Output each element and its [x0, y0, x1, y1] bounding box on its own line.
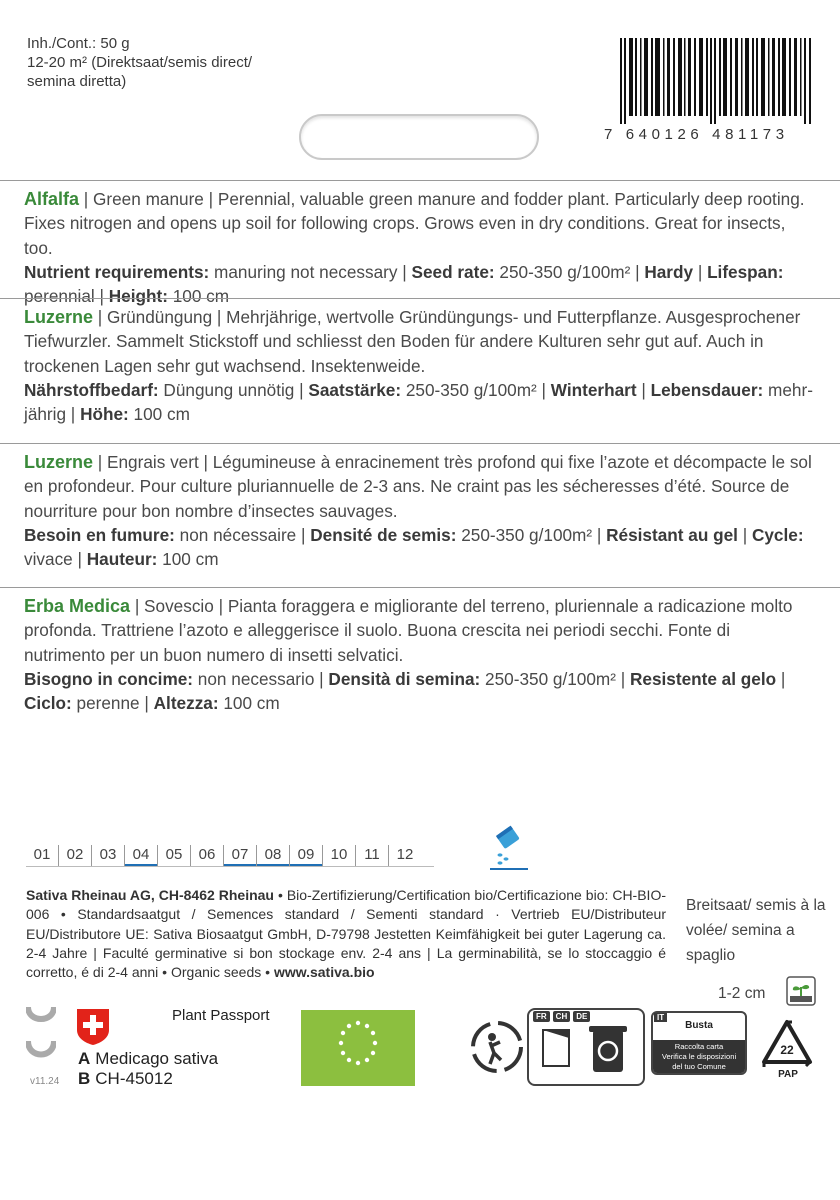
- calendar-month-09: 09: [289, 845, 322, 867]
- crop-name: Luzerne: [24, 452, 94, 472]
- eu-organic-logo: [301, 1010, 415, 1086]
- country-tab-de: DE: [573, 1011, 590, 1022]
- crop-name: Alfalfa: [24, 189, 80, 209]
- calendar-month-01: 01: [33, 846, 51, 863]
- company-website[interactable]: www.sativa.bio: [273, 964, 375, 981]
- sowing-method: Breitsaat/ semis à la volée/ semina a spaglio: [686, 897, 826, 964]
- company-name: Sativa Rheinau AG, CH-8462 Rheinau: [26, 887, 274, 903]
- content-area-cont: semina diretta): [27, 73, 127, 90]
- seedling-depth-icon: [786, 976, 816, 1006]
- crop-name: Luzerne: [24, 307, 94, 327]
- version-label: v11.24: [30, 1076, 60, 1087]
- it-line-1: Raccolta carta: [674, 1042, 724, 1051]
- section-italian: [0, 587, 840, 727]
- content-area: 12-20 m² (Direktsaat/semis direct/: [27, 54, 253, 71]
- section-text: Erba Medica | Sovescio | Pianta foraggera e migliorante del terreno, pluriennale a radicazione molto profonda. Trattriene l’azoto e alleggerisce il suolo. Buona crescita nei periodi secchi. Fonte di nutrimento per un buon numero di insetti selvatici.: [24, 596, 793, 665]
- crop-name: Erba Medica: [24, 596, 131, 616]
- calendar-month-02: 02: [58, 845, 91, 867]
- it-tag: IT: [654, 1013, 667, 1022]
- passport-logo-icon: [26, 1003, 56, 1069]
- it-line-2: Verifica le disposizioni: [661, 1052, 737, 1061]
- calendar-month-04: 04: [124, 845, 157, 867]
- sowing-calendar: [26, 845, 421, 867]
- swiss-flag-icon: [76, 1008, 110, 1046]
- calendar-month-11: 11: [355, 845, 388, 867]
- passport-line-b: B CH-45012: [78, 1069, 173, 1088]
- passport-line-a: A Medicago sativa: [78, 1049, 219, 1068]
- section-german: [0, 298, 840, 438]
- plant-passport-title: Plant Passport: [172, 1007, 270, 1024]
- section-specs: Nährstoffbedarf: Düngung unnötig | Saatstärke: 250-350 g/100m² | Winterhart | Lebensdauer: mehr-jährig | Höhe: 100 cm: [24, 379, 813, 425]
- section-text: Luzerne | Gründüngung | Mehrjährige, wertvolle Gründüngungs- und Futterpflanze. Ausgesprochener Tiefwurzler. Sammelt Stickstoff und schliesst den Boden für andere Kulturen sehr gut auf. Auch in trockenen Lagen sehr gut wachsend. Insektenweide.: [24, 307, 801, 376]
- section-text: Luzerne | Engrais vert | Légumineuse à enracinement très profond qui fixe l’azote et décompacte le sol en profondeur. Pour culture pluriannuelle de 2-3 ans. Ne craint pas les sécheresses d’été. Source de nourriture pour bon nombre d’insectes sauvages.: [24, 452, 812, 521]
- eu-leaf-icon: [301, 1010, 415, 1086]
- company-info: [26, 886, 666, 982]
- company-details: • Bio-Zertifizierung/Certification bio/Certificazione bio: CH-BIO-006 • Standardsaatgut / Semences standard / Sementi standard · Vertrieb EU/Distributeur EU/Distributore UE: Sativa Biosaatgut GmbH, D-79798 Jestetten Keimfähigkeit bei guter Lagerung ca. 2-4 Jahre | Faculté germinative si bon stockage env. 2-4 ans | La germinabilità, se lo stoccaggio é corretto, é di 2-4 anni • Organic seeds •: [26, 887, 666, 981]
- section-specs: Besoin en fumure: non nécessaire | Densité de semis: 250-350 g/100m² | Résistant au gel | Cycle: vivace | Hauteur: 100 cm: [24, 524, 804, 570]
- barcode-number: 7 640126 481173: [604, 126, 789, 143]
- country-tab-ch: CH: [553, 1011, 571, 1022]
- pap-recycle-triangle-icon: [760, 1018, 814, 1074]
- calendar-month-10: 10: [322, 845, 355, 867]
- section-french: [0, 443, 840, 583]
- sowing-depth: 1-2 cm: [718, 985, 766, 1002]
- content-weight: Inh./Cont.: 50 g: [27, 35, 130, 52]
- country-tabs: [533, 1011, 590, 1022]
- hang-tab-slot: [299, 114, 539, 160]
- recycle-person-icon: [470, 1020, 524, 1074]
- country-tab-fr: FR: [533, 1011, 550, 1022]
- pap-label: PAP: [778, 1069, 798, 1080]
- calendar-month-08: 08: [256, 845, 289, 867]
- calendar-month-05: 05: [157, 845, 190, 867]
- section-text: Alfalfa | Green manure | Perennial, valuable green manure and fodder plant. Particularly deep rooting. Fixes nitrogen and opens up soil for following crops. Grows even in dry conditions. Great for insects, too.: [24, 189, 805, 258]
- sowing-seeds-icon: [486, 825, 532, 871]
- pap-number: 22: [780, 1043, 794, 1057]
- it-title: Busta: [685, 1020, 713, 1031]
- section-english: [0, 180, 840, 307]
- section-specs: Nutrient requirements: manuring not necessary | Seed rate: 250-350 g/100m² | Hardy | Lifespan: perennial | Height: 100 cm: [24, 261, 784, 307]
- calendar-month-12: 12: [388, 845, 421, 867]
- it-line-3: del tuo Comune: [672, 1062, 726, 1071]
- calendar-month-06: 06: [190, 845, 223, 867]
- calendar-month-07: 07: [223, 845, 256, 867]
- content-info: [27, 34, 252, 91]
- calendar-baseline: [26, 866, 434, 867]
- section-specs: Bisogno in concime: non necessario | Densità di semina: 250-350 g/100m² | Resistente al gelo | Ciclo: perenne | Altezza: 100 cm: [24, 668, 786, 714]
- barcode-icon: [620, 38, 815, 124]
- calendar-month-03: 03: [91, 845, 124, 867]
